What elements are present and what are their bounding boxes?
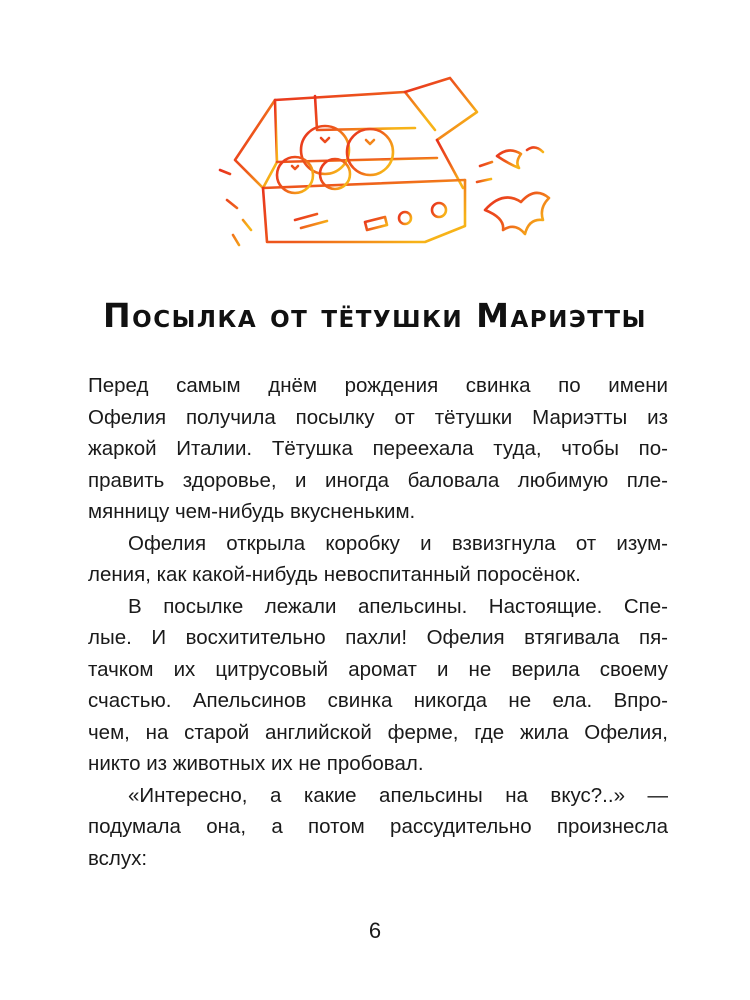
paragraph	[88, 780, 668, 875]
text-line: счастью. Апельсинов свинка никогда не ела. Впро-	[88, 689, 668, 712]
text-line: чем, на старой английской ферме, где жила Офелия,	[88, 720, 668, 744]
text-line: жаркой Италии. Тётушка переехала туда, чтобы по-	[88, 437, 668, 460]
text-line: вслух:	[88, 846, 148, 870]
box-of-oranges-icon	[215, 70, 560, 270]
text-line: подумала она, а потом рассудительно произнесла	[88, 815, 668, 838]
paragraph	[88, 528, 668, 591]
text-line: лые. И восхитительно пахли! Офелия втягивала пя-	[88, 626, 668, 649]
text-line: ления, как какой-нибудь невоспитанный поросёнок.	[88, 563, 581, 586]
body-text	[88, 370, 668, 874]
text-line: тачком их цитрусовый аромат и не верила своему	[88, 657, 668, 681]
page-number: 6	[368, 918, 382, 943]
chapter-title: Посылка от тётушки Мариэтты	[103, 296, 647, 335]
text-line: В посылке лежали апельсины. Настоящие. Спе-	[128, 594, 668, 618]
paragraph	[88, 370, 668, 528]
text-line: Перед самым днём рождения свинка по имени	[88, 374, 668, 397]
paragraph	[88, 591, 668, 780]
text-line: «Интересно, а какие апельсины на вкус?..» —	[128, 783, 668, 807]
text-line: никто из животных их не пробовал.	[88, 752, 424, 775]
text-line: мянницу чем-нибудь вкусненьким.	[88, 500, 416, 523]
text-line: Офелия получила посылку от тётушки Мариэтты из	[88, 405, 668, 429]
text-line: Офелия открыла коробку и взвизгнула от изум-	[128, 531, 668, 555]
text-line: править здоровье, и иногда баловала любимую пле-	[88, 468, 668, 492]
